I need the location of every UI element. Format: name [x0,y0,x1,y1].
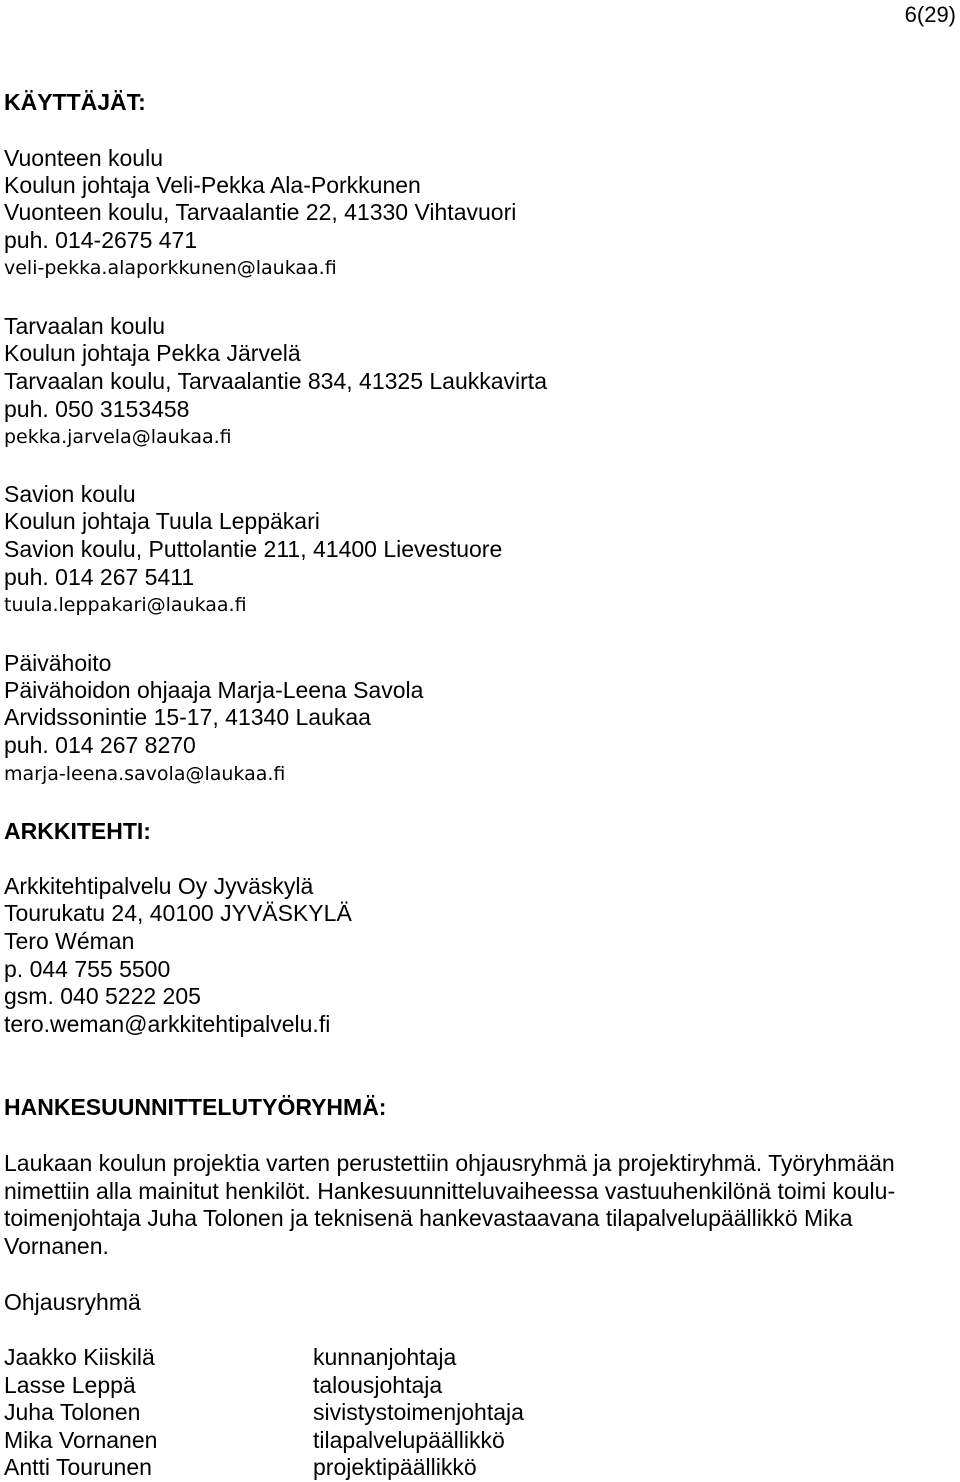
paragraph-line: Vornanen. [4,1233,109,1259]
architect-person: Tero Wéman [4,928,135,954]
architect-email: tero.weman@arkkitehtipalvelu.fi [4,1011,331,1037]
user-email: pekka.jarvela@laukaa.fi [4,426,232,448]
user-address: Savion koulu, Puttolantie 211, 41400 Lievestuore [4,536,503,562]
member-role: projektipäällikkö [313,1454,477,1480]
user-role: Koulun johtaja Pekka Järvelä [4,340,301,366]
user-role: Koulun johtaja Tuula Leppäkari [4,508,320,534]
member-role: talousjohtaja [313,1372,443,1398]
user-email: marja-leena.savola@laukaa.fi [4,763,286,785]
user-email: veli-pekka.alaporkkunen@laukaa.fi [4,257,337,279]
planning-group-heading: HANKESUUNNITTELUTYÖRYHMÄ: [4,1094,387,1120]
member-role: tilapalvelupäällikkö [313,1427,505,1453]
paragraph-line: Laukaan koulun projektia varten perustettiin ohjausryhmä ja projektiryhmä. Työryhmään [4,1150,895,1176]
member-name: Juha Tolonen [4,1399,141,1425]
architect-company: Arkkitehtipalvelu Oy Jyväskylä [4,873,314,899]
member-name: Lasse Leppä [4,1372,136,1398]
paragraph-line: nimettiin alla mainitut henkilöt. Hankesuunnitteluvaiheessa vastuuhenkilönä toimi koulu- [4,1178,896,1204]
member-name: Jaakko Kiiskilä [4,1344,155,1370]
user-phone: puh. 014 267 8270 [4,732,196,758]
user-phone: puh. 014-2675 471 [4,227,198,253]
users-heading: KÄYTTÄJÄT: [4,89,146,115]
user-role: Päivähoidon ohjaaja Marja-Leena Savola [4,677,424,703]
user-phone: puh. 050 3153458 [4,396,190,422]
member-role: sivistystoimenjohtaja [313,1399,524,1425]
steering-group-title: Ohjausryhmä [4,1289,141,1315]
member-name: Mika Vornanen [4,1427,158,1453]
user-name: Vuonteen koulu [4,145,164,171]
member-role: kunnanjohtaja [313,1344,457,1370]
user-role: Koulun johtaja Veli-Pekka Ala-Porkkunen [4,172,421,198]
user-name: Päivähoito [4,650,112,676]
user-address: Arvidssonintie 15-17, 41340 Laukaa [4,704,371,730]
architect-heading: ARKKITEHTI: [4,818,151,844]
user-phone: puh. 014 267 5411 [4,564,195,590]
user-name: Savion koulu [4,481,136,507]
paragraph-line: toimenjohtaja Juha Tolonen ja teknisenä hankevastaavana tilapalvelupäällikkö Mika [4,1205,853,1231]
architect-phone: p. 044 755 5500 [4,956,171,982]
user-email: tuula.leppakari@laukaa.fi [4,594,247,616]
user-address: Vuonteen koulu, Tarvaalantie 22, 41330 Vihtavuori [4,199,517,225]
user-address: Tarvaalan koulu, Tarvaalantie 834, 41325 Laukkavirta [4,368,547,394]
architect-address: Tourukatu 24, 40100 JYVÄSKYLÄ [4,900,352,926]
architect-gsm: gsm. 040 5222 205 [4,983,201,1009]
member-name: Antti Tourunen [4,1454,152,1480]
page-number: 6(29) [904,2,956,27]
user-name: Tarvaalan koulu [4,313,166,339]
